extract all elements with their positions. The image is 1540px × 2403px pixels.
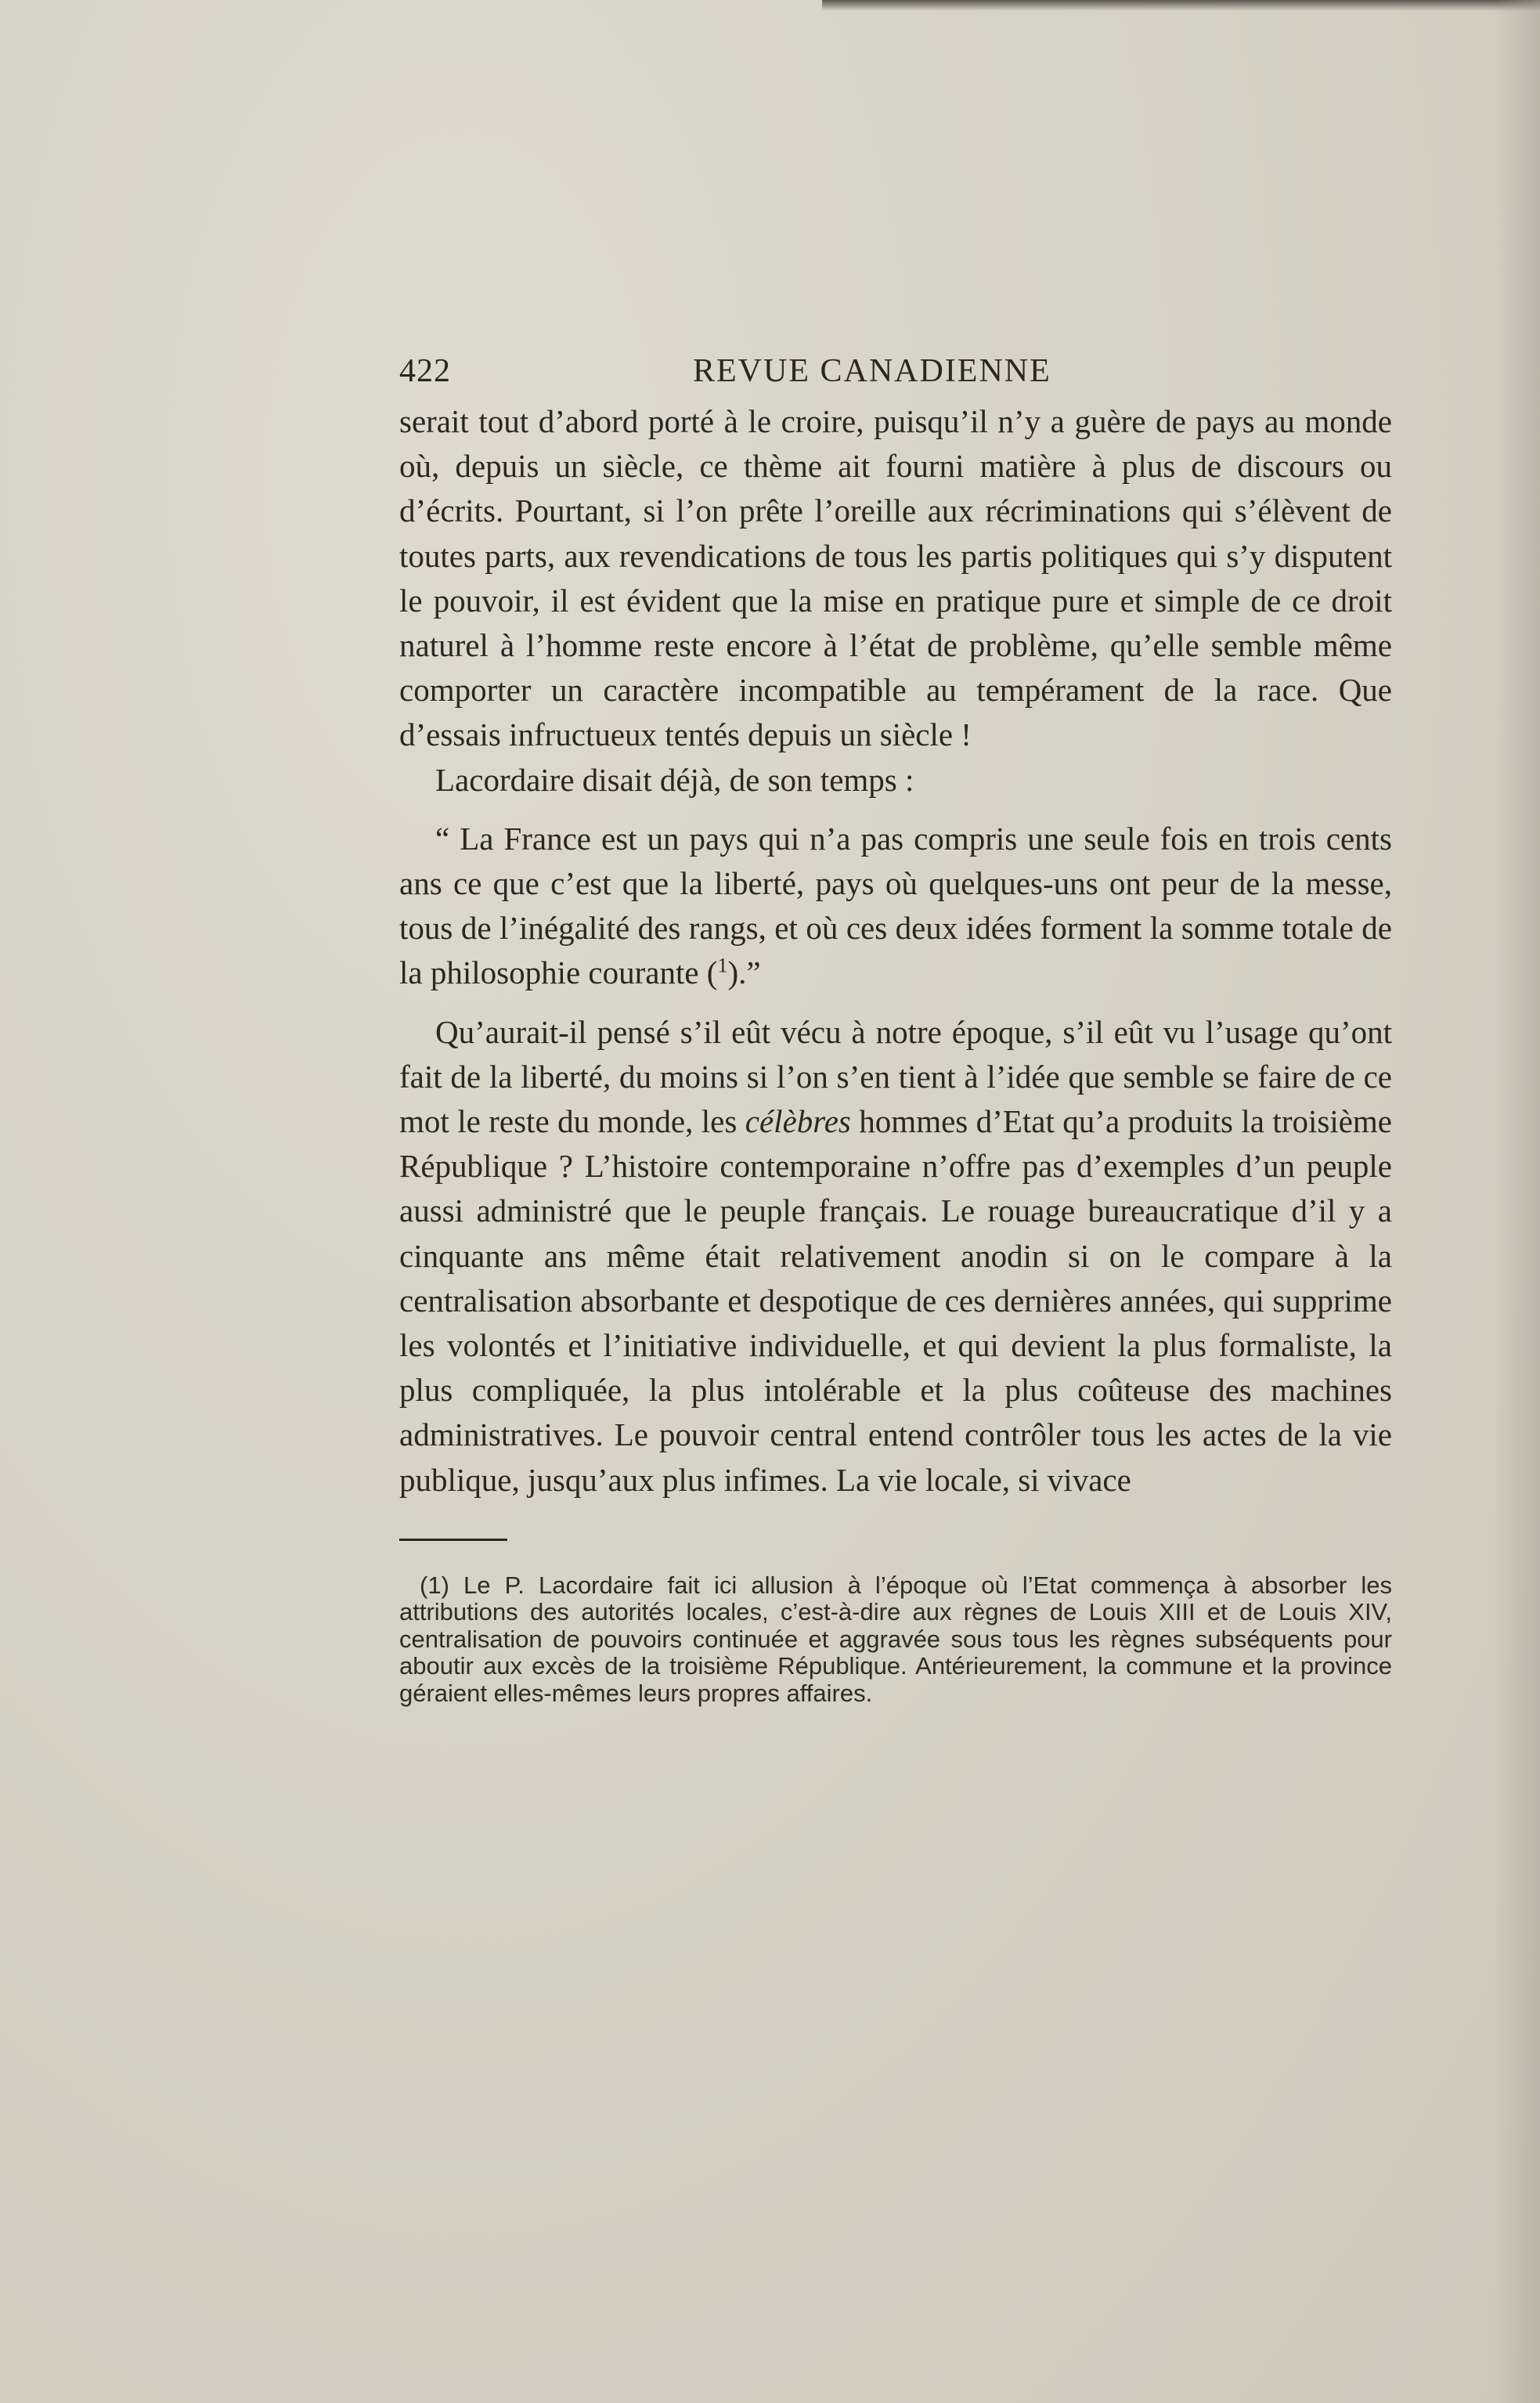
paragraph-4-start: Qu’aurait-il pensé s’il eût vécu à notre époque, s’il eût vu l’usage qu’ont fait de la liberté, du moins si l’on s’en tient à l’idée que semble se faire de ce mot le reste du monde, les [399, 1013, 1392, 1140]
page-top-edge-shadow [822, 0, 1540, 11]
paragraph-1: serait tout d’abord porté à le croire, puisqu’il n’y a guère de pays au monde où, depuis un siècle, ce thème ait fourni matière à plus de discours ou d’écrits. Pourtant, si l’on prête l’oreille aux récriminations qui s’élèvent de toutes parts, aux revendications de tous les partis politiques qui s’y disputent le pouvoir, il est évident que la mise en pratique pure et simple de ce droit naturel à l’homme reste encore à l’état de problème, qu’elle semble même comporter un caractère incompatible au tempérament de la race. Que d’essais infructueux tentés depuis un siècle ! [399, 403, 1392, 753]
journal-title: REVUE CANADIENNE [693, 353, 1051, 389]
footnote-rule [399, 1539, 507, 1541]
page-right-edge-shadow [1493, 0, 1540, 2403]
running-head [399, 345, 1392, 399]
footnote-reference: 1 [717, 954, 728, 977]
body-text [399, 399, 1392, 1503]
footnote: (1) Le P. Lacordaire fait ici allusion à l’époque où l’Etat commença à absorber les attributions des autorités locales, c’est-à-dire aux règnes de Louis XIII et de Louis XIV, centralisation de pouvoirs continuée et aggravée sous tous les règnes subséquents pour aboutir aux excès de la troisième République. Antérieurement, la commune et la province géraient elles-mêmes leurs propres affaires. [399, 1571, 1392, 1707]
paragraph-4 [399, 1010, 1392, 1503]
book-page [399, 345, 1392, 2020]
page-number: 422 [399, 353, 451, 389]
quotation-paragraph [399, 817, 1392, 996]
paragraph-2: Lacordaire disait déjà, de son temps : [435, 761, 914, 798]
paragraph-4-rest: hommes d’Etat qu’a produits la troisième République ? L’histoire contemporaine n’offre pas d’exemples d’un peuple aussi administré que le peuple français. Le rouage bureaucratique d’il y a cinquante ans même était relativement anodin si on le compare à la centralisation absorbante et despotique de ces dernières années, qui supprime les volontés et l’initiative individuelle, et qui devient la plus formaliste, la plus compliquée, la plus intolérable et la plus coûteuse des machines administratives. Le pouvoir central entend contrôler tous les actes de la vie publique, jusqu’aux plus infimes. La vie locale, si vivace [399, 1103, 1392, 1498]
quotation-end: ).” [727, 954, 761, 991]
paragraph-4-italic: célèbres [745, 1103, 851, 1140]
quotation-text: “ La France est un pays qui n’a pas compris une seule fois en trois cents ans ce que c’est que la liberté, pays où quelques-uns ont peur de la messe, tous de l’inégalité des rangs, et où ces deux idées forment la somme totale de la philosophie courante ( [399, 820, 1392, 991]
